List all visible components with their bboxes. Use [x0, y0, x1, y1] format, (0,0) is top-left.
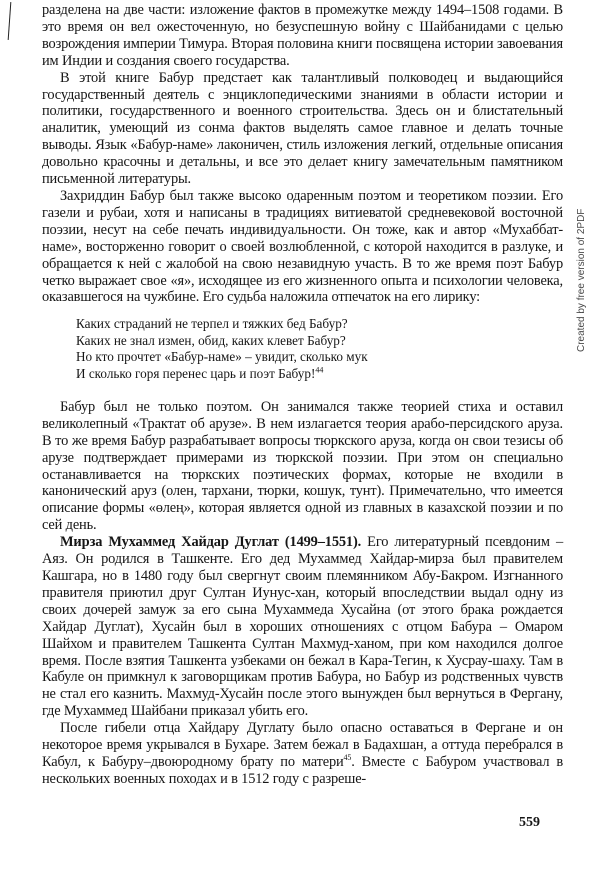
- poem-line-4-text: И сколько горя перенес царь и поэт Бабур!: [76, 365, 316, 381]
- poem-line-3: Но кто прочтет «Бабур-наме» – увидит, сколько мук: [76, 349, 368, 365]
- paragraph-6-end: . Вместе с Бабуром участвовал в нескольких военных походах и в 1512 году с разреше-: [42, 753, 563, 787]
- haidar-heading: Мирза Мухаммед Хайдар Дуглат (1499–1551).: [60, 534, 362, 551]
- paragraph-3: Захриддин Бабур был также высоко одаренным поэтом и теоретиком поэзии. Его газели и рубаи, хотя и написаны в традициях витиеватой средневековой восточной поэзии, несут на себе печать индивидуальности. Он тоже, как и автор «Мухаббат-наме», восторженно говорит о своей возлюбленной, с которой находится в разлуке, и обращается к ней с жалобой на свою незавидную участь. В то же время поэт Бабур четко выражает свое «я», исходящее из его жизненного опыта и психологии человека, оказавшегося на чужбине. Его судьба наложила отпечаток на его лирику:: [42, 187, 563, 306]
- paragraph-1: разделена на две части: изложение фактов в промежутке между 1494–1508 годами. В это время он вел ожесточенную, но безуспешную войну с Шайбанидами с целью возрождения империи Тимура. Вторая половина книги посвящена истории завоевания им Индии и создания своего государства.: [42, 2, 563, 69]
- footnote-45: 45: [343, 753, 352, 763]
- poem-quote: [76, 316, 563, 382]
- paragraph-4: Бабур был не только поэтом. Он занимался также теорией стиха и оставил великолепный «Трактат об арузе». В нем излагается теория арабо-персидского аруза. В то же время Бабур разрабатывает вопросы тюркского аруза, когда он свои тезисы об арузе подтверждает примерами из тюркской поэзии. При этом он специально останавливается на тюркских поэтических формах, которые не входили в канонический аруз (олен, тархани, тюрки, кошук, тунт). Примечательно, что имеется описание формы «өлең», которая является одной из главных в казахской поэзии и по сей день.: [42, 398, 563, 534]
- poem-line-2: Каких не знал измен, обид, каких клевет Бабур?: [76, 332, 346, 348]
- paragraph-6: [42, 720, 563, 788]
- page-number: 559: [519, 815, 540, 830]
- paragraph-6-start: После гибели отца Хайдару Дуглату было опасно оставаться в Фергане и он некоторое время укрывался в Бухаре. Затем бежал в Бадахшан, а оттуда перебрался в Кабул, к Бабуру–двоюродному брату по матери: [42, 720, 563, 770]
- paragraph-5: [42, 534, 563, 720]
- haidar-text: Его литературный псевдоним – Аяз. Он родился в Ташкенте. Его дед Мухаммед Хайдар-мирза был правителем Кашгара, но в 1480 году был свергнут своим племянником Абу-Бакром. Изгнанного правителя приютил друг Султан Иунус-хан, который впоследствии выдал одну из своих дочерей замуж за его сына Мухаммеда Хусайна (от этого брака рождается Хайдар Дуглат), Хусайн был в хороших отношениях с отцом Бабура – Омаром Шайхом и правителем Ташкента Султан Махмуд-ханом, при ком находился долгое время. После взятия Ташкента узбеками он бежал в Кара-Тегин, к Хусрау-шаху. Там в Кабуле он примкнул к заговорщикам против Бабура, но Бабур из родственных чувств не стал его казнить. Махмуд-Хусайн после этого вынужден был вернуться в Фергану, где Мухаммед Шайбани приказал убить его.: [42, 534, 563, 720]
- paragraph-2: В этой книге Бабур предстает как талантливый полководец и выдающийся государственный деятель с энциклопедическими знаниями в области истории и политики, государственного и военного строительства. Здесь он и блистательный аналитик, умеющий из сонма фактов выделять самое главное и делать точные выводы. Язык «Бабур-наме» лаконичен, стиль изложения легкий, отдельные описания довольно красочны и детальны, и все это делает книгу замечательным памятником письменной литературы.: [42, 69, 563, 188]
- footnote-44: 44: [315, 365, 324, 375]
- watermark-text: Created by free version of 2PDF: [576, 208, 587, 352]
- poem-line-4: [76, 366, 563, 382]
- book-page-text: [42, 2, 563, 788]
- poem-line-1: Каких страданий не терпел и тяжких бед Бабур?: [76, 316, 348, 332]
- scan-margin-mark: [8, 2, 12, 40]
